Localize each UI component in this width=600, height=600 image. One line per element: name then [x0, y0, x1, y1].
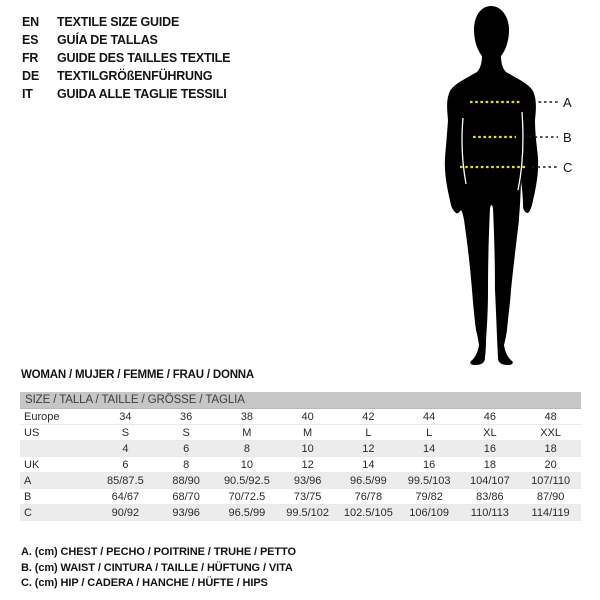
- size-cell: 104/107: [469, 474, 510, 487]
- language-code: FR: [22, 51, 39, 65]
- language-title: GUIDE DES TAILLES TEXTILE: [57, 51, 231, 65]
- size-cell: 8: [183, 458, 190, 471]
- language-code: EN: [22, 15, 39, 29]
- size-cell: XL: [483, 426, 497, 439]
- size-cell: 34: [119, 410, 132, 423]
- size-cell: M: [242, 426, 252, 439]
- legend-hip: C. (cm) HIP / CADERA / HANCHE / HÜFTE / HIPS: [21, 577, 268, 590]
- size-cell: 6: [183, 442, 190, 455]
- language-code: DE: [22, 69, 39, 83]
- language-row: [22, 31, 230, 49]
- size-cell: 90.5/92.5: [223, 474, 270, 487]
- measurement-legend: [21, 544, 296, 591]
- size-cell: 93/96: [293, 474, 322, 487]
- size-cell: 48: [544, 410, 557, 423]
- table-row: [20, 409, 581, 425]
- language-row: [22, 67, 230, 85]
- size-cell: 4: [122, 442, 129, 455]
- language-code: ES: [22, 33, 39, 47]
- size-cell: 88/90: [172, 474, 200, 487]
- size-cell: 106/109: [409, 506, 449, 519]
- table-row: [20, 441, 581, 457]
- size-cell: XXL: [540, 426, 562, 439]
- language-title: TEXTILGRÖßENFÜHRUNG: [57, 69, 213, 83]
- size-cell: S: [182, 426, 190, 439]
- legend-chest: A. (cm) CHEST / PECHO / POITRINE / TRUHE / PETTO: [21, 545, 296, 558]
- woman-silhouette-icon: [445, 6, 538, 365]
- language-title-list: [22, 13, 230, 103]
- size-cell: 90/92: [111, 506, 140, 519]
- size-cell: 44: [423, 410, 436, 423]
- size-cell: L: [426, 426, 433, 439]
- marker-a-label: A: [563, 95, 572, 110]
- table-row: [20, 425, 581, 441]
- size-cell: 70/72.5: [228, 490, 266, 503]
- size-cell: 93/96: [172, 506, 200, 519]
- size-cell: 8: [243, 442, 250, 455]
- size-cell: 12: [362, 442, 375, 455]
- size-cell: 18: [483, 458, 496, 471]
- size-cell: 64/67: [111, 490, 140, 503]
- marker-c-label: C: [563, 160, 573, 175]
- size-cell: 18: [544, 442, 557, 455]
- size-cell: 99.5/102: [286, 506, 330, 519]
- size-cell: 42: [362, 410, 375, 423]
- size-cell: 107/110: [531, 474, 571, 487]
- size-table-rows: [20, 409, 581, 521]
- size-cell: 16: [423, 458, 436, 471]
- size-cell: 96.5/99: [228, 506, 266, 519]
- table-row: [20, 489, 581, 505]
- size-cell: 36: [180, 410, 193, 423]
- size-cell: 96.5/99: [350, 474, 387, 487]
- size-cell: 99.5/103: [407, 474, 451, 487]
- size-cell: 10: [301, 442, 314, 455]
- size-cell: 110/113: [470, 506, 509, 519]
- size-cell: L: [365, 426, 372, 439]
- size-cell: 83/86: [476, 490, 504, 503]
- size-cell: 79/82: [415, 490, 443, 503]
- size-cell: 16: [483, 442, 496, 455]
- size-cell: 20: [544, 458, 557, 471]
- size-cell: 38: [240, 410, 253, 423]
- size-cell: 10: [240, 458, 253, 471]
- size-figure-diagram: [425, 0, 595, 372]
- size-cell: 46: [483, 410, 496, 423]
- table-row: [20, 505, 581, 521]
- language-title: GUÍA DE TALLAS: [57, 33, 158, 47]
- gender-group-title: WOMAN / MUJER / FEMME / FRAU / DONNA: [21, 369, 255, 381]
- size-cell: 114/119: [531, 506, 570, 519]
- size-table-header: SIZE / TALLA / TAILLE / GRÖSSE / TAGLIA: [20, 392, 581, 409]
- table-row: [20, 457, 581, 473]
- size-cell: 73/75: [293, 490, 322, 503]
- size-cell: 85/87.5: [107, 474, 144, 487]
- language-row: [22, 49, 230, 67]
- size-cell: 68/70: [172, 490, 200, 503]
- size-cell: 14: [423, 442, 436, 455]
- language-row: [22, 85, 230, 103]
- language-row: [22, 13, 230, 31]
- row-label: Europe: [24, 410, 60, 423]
- size-cell: 76/78: [354, 490, 383, 503]
- language-title: GUIDA ALLE TAGLIE TESSILI: [57, 87, 227, 101]
- size-cell: M: [303, 426, 313, 439]
- row-label: A: [24, 474, 32, 487]
- legend-waist: B. (cm) WAIST / CINTURA / TAILLE / HÜFTUNG / VITA: [21, 561, 293, 574]
- language-title: TEXTILE SIZE GUIDE: [57, 15, 180, 29]
- size-cell: 102.5/105: [343, 506, 393, 519]
- row-label: US: [24, 426, 40, 439]
- size-cell: S: [121, 426, 130, 439]
- size-cell: 12: [301, 458, 314, 471]
- marker-b-label: B: [563, 130, 572, 145]
- size-cell: 6: [122, 458, 129, 471]
- row-label: UK: [24, 458, 40, 471]
- size-cell: 87/90: [536, 490, 565, 503]
- size-table: [20, 392, 581, 521]
- row-label: C: [24, 506, 32, 519]
- size-cell: 40: [301, 410, 314, 423]
- table-row: [20, 473, 581, 489]
- size-cell: 14: [362, 458, 375, 471]
- language-code: IT: [22, 87, 33, 101]
- row-label: B: [24, 490, 32, 503]
